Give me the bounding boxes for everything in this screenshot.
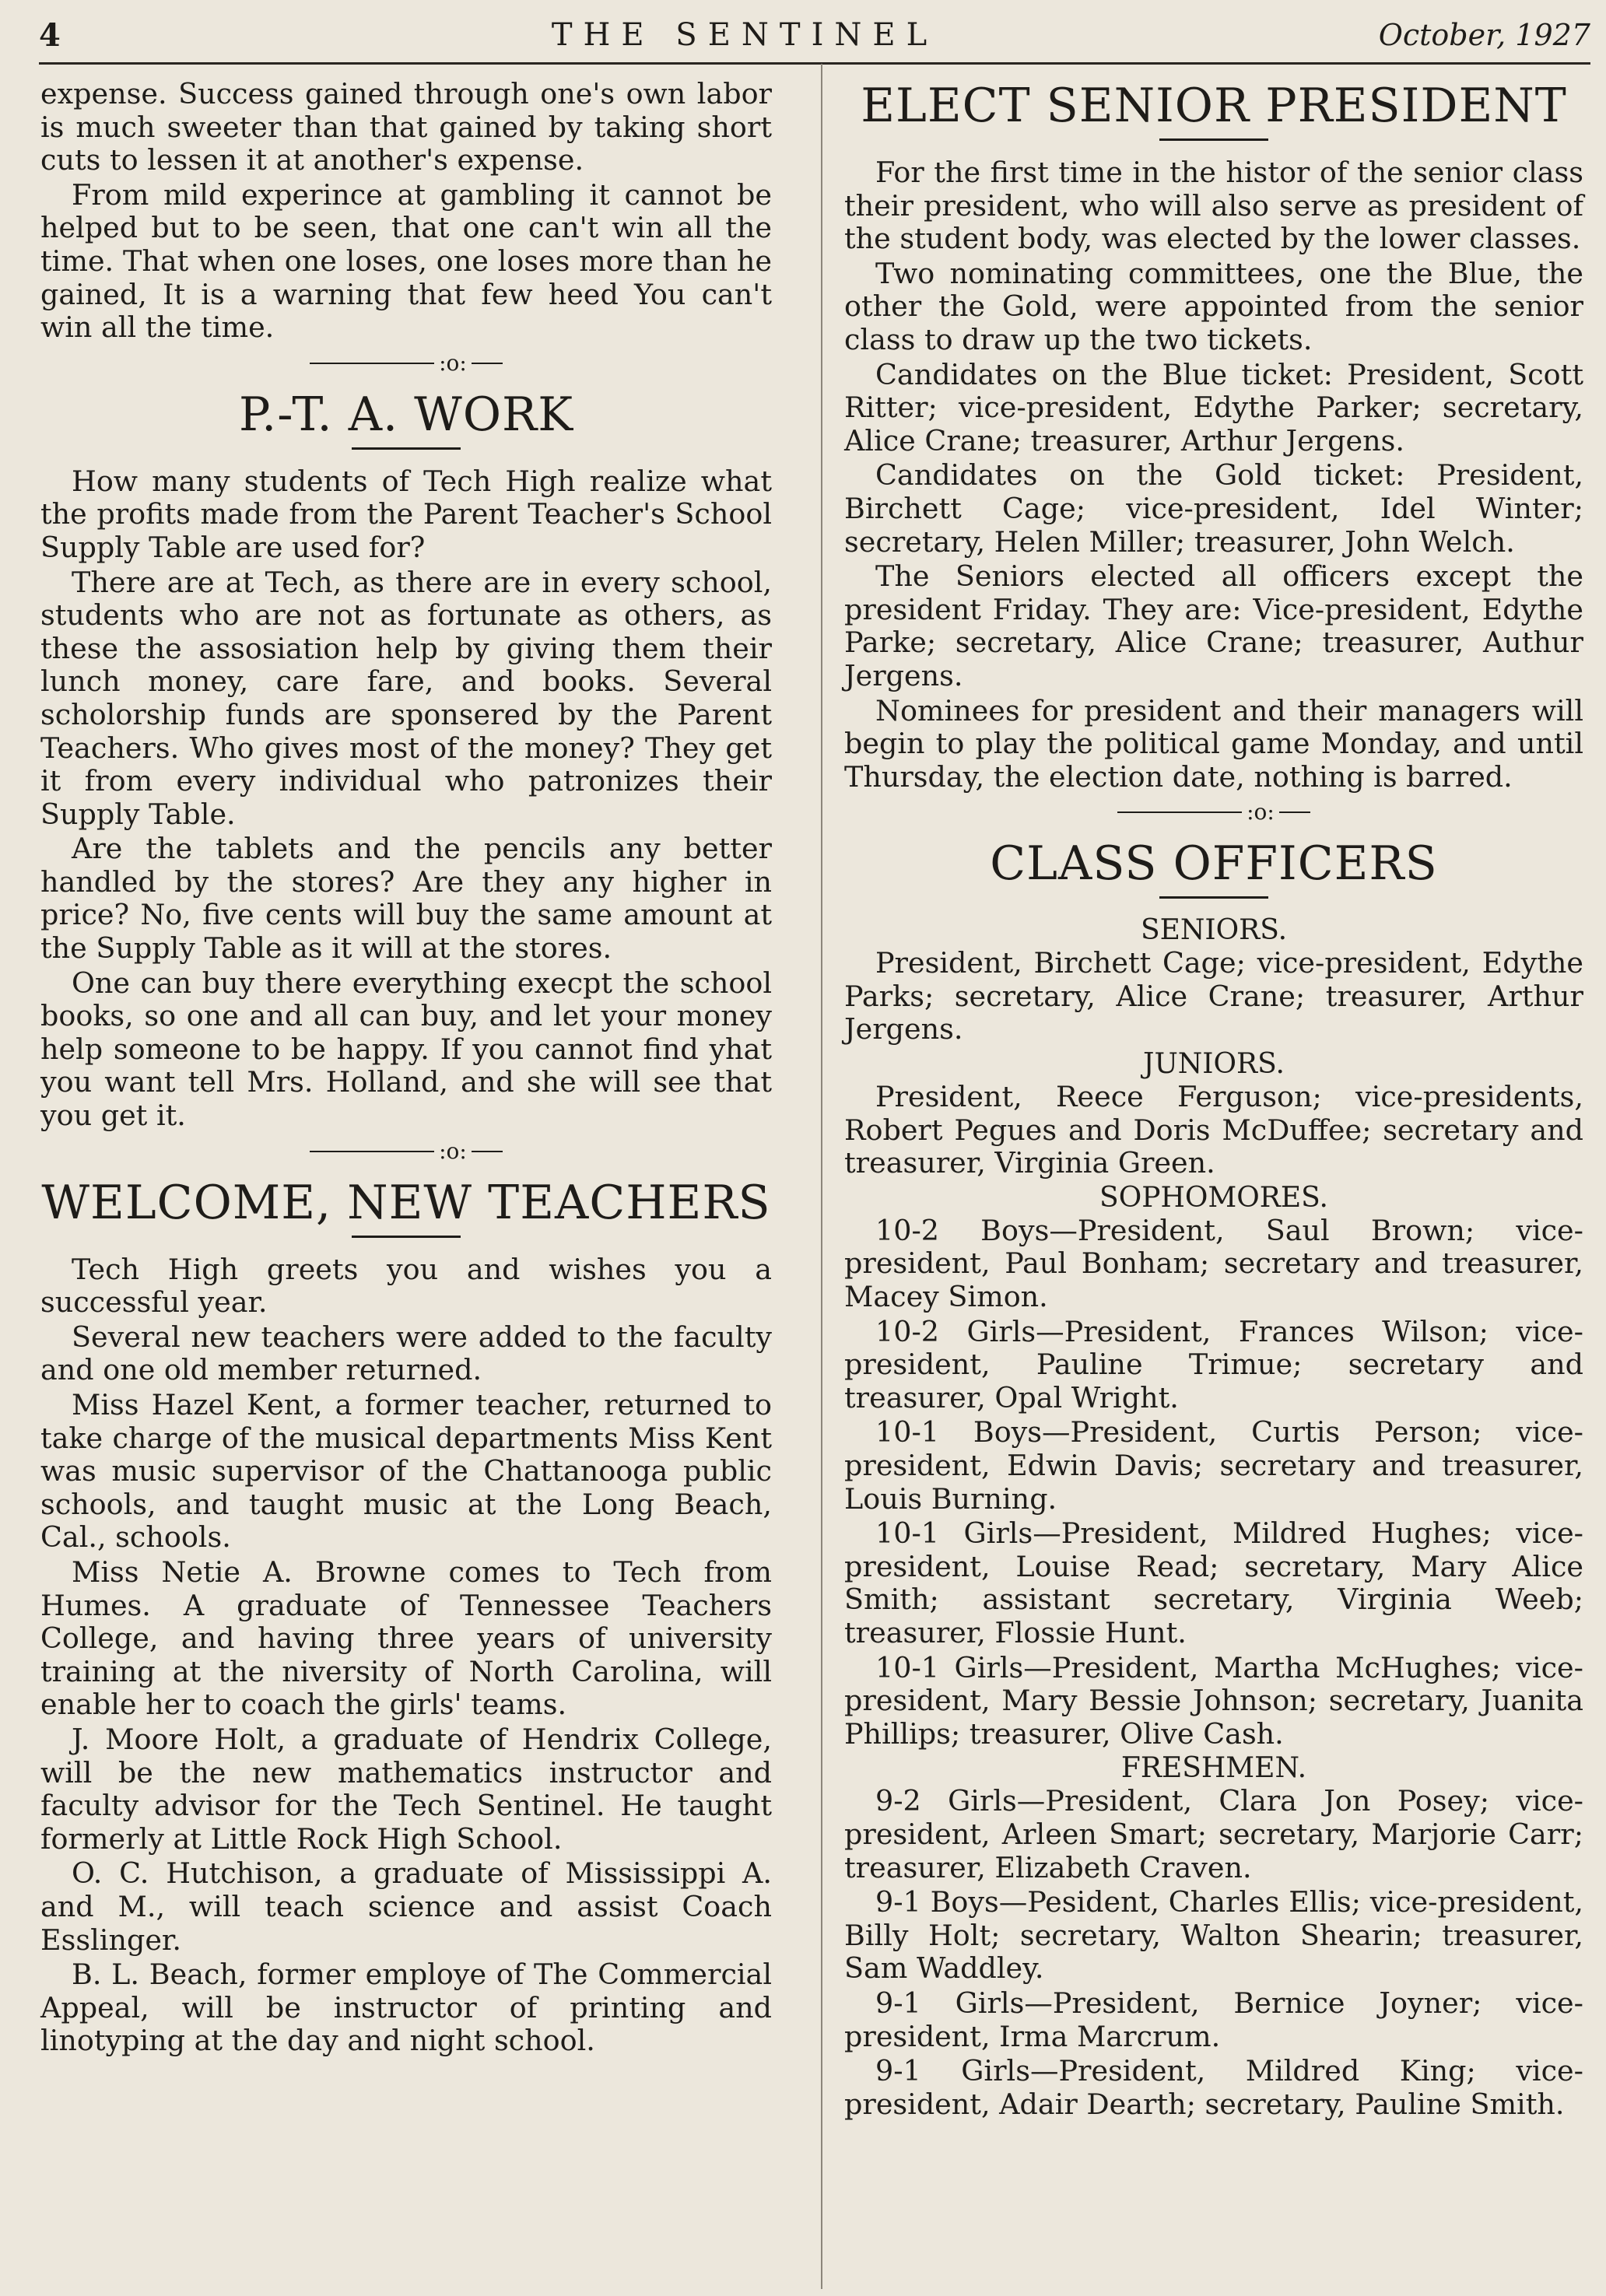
class-label-sophomores: SOPHOMORES.	[1099, 1181, 1328, 1214]
article-paragraph: Candidates on the Gold ticket: President, Birchett Cage; vice-president, Idel Winter; secretary, Helen Miller; treasurer, John Welch.	[844, 458, 1583, 559]
class-label-juniors: JUNIORS.	[1143, 1048, 1285, 1081]
headline-class-officers: CLASS OFFICERS	[990, 836, 1438, 892]
article-paragraph: The Seniors elected all officers except the president Friday. They are: Vice-president, Edythe Parke; secretary, Alice Crane; treasurer, Authur Jergens.	[844, 559, 1583, 692]
article-paragraph: Two nominating committees, one the Blue, the other the Gold, were appointed from the senior class to draw up the two tickets.	[844, 256, 1583, 356]
article-paragraph: From mild experince at gambling it cannot be helped but to be seen, that one can't win all the time. That when one loses, one loses more than he gained, It is a warning that few heed You can't win all the time.	[40, 177, 772, 345]
headline-rule	[1159, 138, 1268, 141]
officer-list: 9-1 Girls—President, Mildred King; vice-president, Adair Dearth; secretary, Pauline Smith.	[844, 2054, 1583, 2121]
article-paragraph: expense. Success gained through one's own labor is much sweeter than that gained by taking short cuts to lessen it at another's expense.	[40, 77, 772, 177]
officer-list: 10-1 Girls—President, Mildred Hughes; vice-president, Louise Read; secretary, Mary Alice Smith; assistant secretary, Virginia Weeb; treasurer, Flossie Hunt.	[844, 1516, 1583, 1649]
officer-list: 10-2 Boys—President, Saul Brown; vice-president, Paul Bonham; secretary and treasurer, Macey Simon.	[844, 1213, 1583, 1314]
right-column	[844, 78, 1583, 2122]
section-separator: :o:	[40, 1136, 772, 1167]
left-column	[40, 78, 772, 2059]
article-paragraph: There are at Tech, as there are in every school, students who are not as fortunate as others, as these the assosiation help by giving them their lunch money, care fare, and books. Several scholorship funds are sponsered by the Parent Teachers. Who gives most of the money? They get it from every individual who patronizes their Supply Table.	[40, 565, 772, 831]
page-number: 4	[39, 16, 61, 54]
officer-list: 10-1 Boys—President, Curtis Person; vice-president, Edwin Davis; secretary and treasurer, Louis Burning.	[844, 1415, 1583, 1516]
article-paragraph: Several new teachers were added to the faculty and one old member returned.	[40, 1320, 772, 1387]
article-paragraph: Miss Hazel Kent, a former teacher, returned to take charge of the musical departments Miss Kent was music supervisor of the Chattanooga public schools, and taught music at the Long Beach, Cal., schools.	[40, 1388, 772, 1555]
masthead	[39, 8, 1590, 65]
article-paragraph: Miss Netie A. Browne comes to Tech from Humes. A graduate of Tennessee Teachers College, and having three years of university training at the niversity of North Carolina, will enable her to coach the girls' teams.	[40, 1555, 772, 1722]
headline-pta-work: P.-T. A. WORK	[238, 387, 574, 442]
headline-rule	[352, 1236, 461, 1238]
article-paragraph: For the first time in the histor of the senior class their president, who will also serve as president of the student body, was elected by the lower classes.	[844, 156, 1583, 256]
officer-list: President, Reece Ferguson; vice-presidents, Robert Pegues and Doris McDuffee; secretary and treasurer, Virginia Green.	[844, 1080, 1583, 1180]
article-paragraph: Nominees for president and their managers will begin to play the political game Monday, and until Thursday, the election date, nothing is barred.	[844, 693, 1583, 794]
officer-list: 9-2 Girls—President, Clara Jon Posey; vice-president, Arleen Smart; secretary, Marjorie Carr; treasurer, Elizabeth Craven.	[844, 1784, 1583, 1884]
article-paragraph: How many students of Tech High realize what the profits made from the Parent Teacher's School Supply Table are used for?	[40, 464, 772, 564]
article-paragraph: One can buy there everything execpt the school books, so one and all can buy, and let your money help someone to be happy. If you cannot find yhat you want tell Mrs. Holland, and she will see that you get it.	[40, 966, 772, 1133]
class-label-freshmen: FRESHMEN.	[1120, 1752, 1307, 1785]
class-label-seniors: SENIORS.	[1140, 914, 1288, 947]
headline-elect-senior-president: ELECT SENIOR PRESIDENT	[861, 79, 1567, 133]
column-divider	[821, 64, 822, 2289]
article-paragraph: Are the tablets and the pencils any better handled by the stores? Are they any higher in price? No, five cents will buy the same amount at the Supply Table as it will at the stores.	[40, 832, 772, 966]
officer-list: 10-2 Girls—President, Frances Wilson; vice-president, Pauline Trimue; secretary and treasurer, Opal Wright.	[844, 1314, 1583, 1414]
article-paragraph: Tech High greets you and wishes you a successful year.	[40, 1252, 772, 1320]
officer-list: 9-1 Girls—President, Bernice Joyner; vice-president, Irma Marcrum.	[844, 1986, 1583, 2053]
article-paragraph: Candidates on the Blue ticket: President, Scott Ritter; vice-president, Edythe Parker; secretary, Alice Crane; treasurer, Arthur Jergens.	[844, 357, 1583, 457]
officer-list: President, Birchett Cage; vice-president, Edythe Parks; secretary, Alice Crane; treasurer, Arthur Jergens.	[844, 946, 1583, 1046]
officer-list: 10-1 Girls—President, Martha McHughes; vice-president, Mary Bessie Johnson; secretary, Juanita Phillips; treasurer, Olive Cash.	[844, 1650, 1583, 1751]
headline-welcome-new-teachers: WELCOME, NEW TEACHERS	[41, 1175, 771, 1230]
issue-date: October, 1927	[1378, 18, 1590, 52]
article-paragraph: B. L. Beach, former employe of The Commercial Appeal, will be instructor of printing and linotyping at the day and night school.	[40, 1958, 772, 2058]
headline-rule	[1159, 896, 1268, 899]
article-paragraph: O. C. Hutchison, a graduate of Mississippi A. and M., will teach science and assist Coach Esslinger.	[40, 1856, 772, 1957]
officer-list: 9-1 Boys—Pesident, Charles Ellis; vice-president, Billy Holt; secretary, Walton Shearin; treasurer, Sam Waddley.	[844, 1885, 1583, 1986]
paper-name: THE SENTINEL	[551, 17, 938, 53]
headline-rule	[352, 447, 461, 450]
section-separator: :o:	[844, 797, 1583, 828]
section-separator: :o:	[40, 348, 772, 379]
article-paragraph: J. Moore Holt, a graduate of Hendrix College, will be the new mathematics instructor and faculty advisor for the Tech Sentinel. He taught formerly at Little Rock High School.	[40, 1722, 772, 1856]
